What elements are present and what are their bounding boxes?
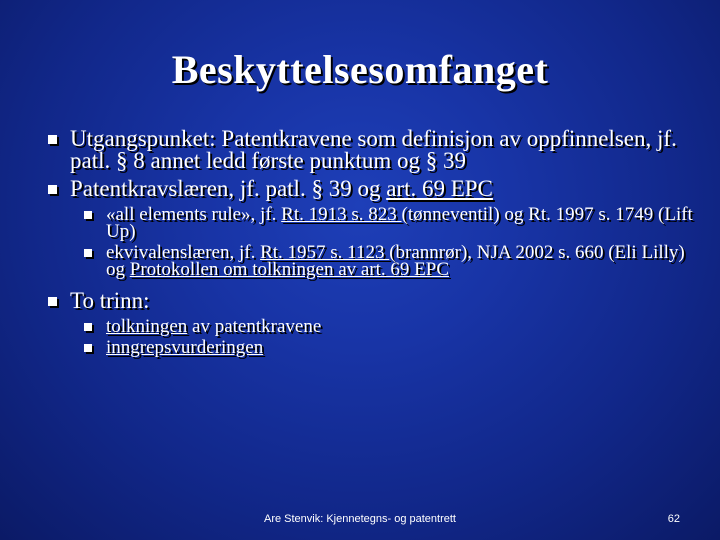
- link-rt-1957[interactable]: Rt. 1957 s. 1123: [260, 242, 390, 263]
- slide-title: Beskyttelsesomfanget: [171, 47, 549, 92]
- slide-footer: Are Stenvik: Kjennetegns- og patentrett: [263, 513, 456, 525]
- square-bullet-icon: [84, 323, 92, 331]
- sub-bullet-inngrepsvurderingen: [48, 339, 698, 356]
- sub-bullet-text: (brannrør), NJA 2002 s. 660 (Eli Lilly) og: [106, 242, 685, 280]
- slide-content: [48, 128, 698, 360]
- sub-bullet-text: (tønneventil) og Rt. 1997 s. 1749 (Lift Up): [106, 204, 693, 242]
- link-tolkningen[interactable]: tolkningen: [106, 316, 188, 337]
- sub-bullet-tolkningen: [48, 318, 698, 335]
- square-bullet-icon: [84, 344, 92, 352]
- bullet-utgangspunket: [48, 128, 698, 172]
- link-inngrepsvurderingen[interactable]: inngrepsvurderingen: [106, 337, 264, 358]
- sub-bullet-text: «all elements rule», jf.: [106, 204, 282, 225]
- square-bullet-icon: [84, 249, 92, 257]
- bullet-text: To trinn:: [70, 288, 150, 313]
- sub-bullet-ekvivalenslaeren: [48, 244, 698, 278]
- bullet-text: Utgangspunket: Patentkravene som definisjon av oppfinnelsen, jf. patl. § 8 annet ledd første punktum og § 39: [70, 126, 677, 173]
- square-bullet-icon: [84, 211, 92, 219]
- page-number: 62: [667, 513, 680, 525]
- square-bullet-icon: [48, 135, 57, 144]
- link-rt-1913[interactable]: Rt. 1913 s. 823: [281, 204, 402, 225]
- link-art-69-epc[interactable]: art. 69 EPC: [386, 176, 493, 201]
- bullet-to-trinn: [48, 290, 698, 312]
- bullet-patentkravslaeren: [48, 178, 698, 200]
- square-bullet-icon: [48, 185, 57, 194]
- sub-bullet-text: av patentkravene: [187, 316, 322, 337]
- sub-bullet-all-elements-rule: [48, 206, 698, 240]
- square-bullet-icon: [48, 297, 57, 306]
- bullet-text: Patentkravslæren, jf. patl. § 39 og: [70, 176, 387, 201]
- link-protokollen[interactable]: Protokollen om tolkningen av art. 69 EPC: [129, 259, 450, 280]
- sub-bullet-text: ekvivalenslæren, jf.: [106, 242, 261, 263]
